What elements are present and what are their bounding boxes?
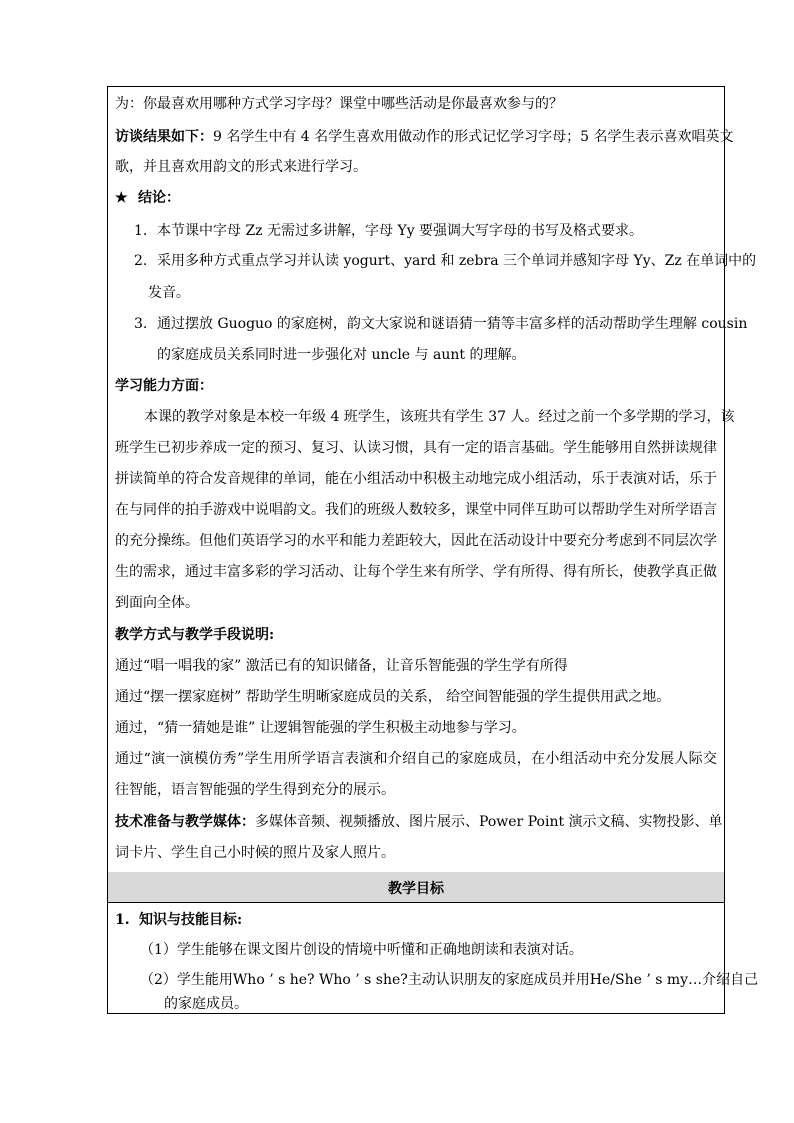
method-line-1: 通过“唱一唱我的家” 激活已有的知识储备，让音乐智能强的学生学有所得: [115, 658, 568, 674]
ability-para-line-4: 在与同伴的拍手游戏中说唱韵文。我们的班级人数较多，课堂中同伴互助可以帮助学生对所学语言: [115, 502, 717, 518]
goal-item-1: （1）学生能够在课文图片创设的情境中听懂和正确地朗读和表演对话。: [140, 942, 583, 958]
item-3-line-2: 的家庭成员关系同时进一步强化对 uncle 与 aunt 的理解。: [157, 347, 526, 363]
ability-para-line-5: 的充分操练。但他们英语学习的水平和能力差距较大，因此在活动设计中要充分考虑到不同层次学: [115, 533, 717, 549]
ability-para-line-2: 班学生已初步养成一定的预习、复习、认读习惯，具有一定的语言基础。学生能够用自然拼读规律: [115, 440, 717, 456]
conclusion-label: 结论：: [138, 190, 180, 206]
method-line-2: 通过“摆一摆家庭树” 帮助学生明晰家庭成员的关系， 给空间智能强的学生提供用武之地。: [115, 689, 671, 705]
method-line-3: 通过，“猜一猜她是谁” 让逻辑智能强的学生积极主动地参与学习。: [115, 720, 526, 736]
tech-media-label: 技术准备与教学媒体：: [115, 814, 255, 830]
goal-item-2-line-2: 的家庭成员。: [164, 996, 248, 1012]
item-3-number: 3.: [134, 316, 148, 332]
tech-media-line-1: [115, 813, 723, 831]
item-2-number: 2.: [134, 253, 148, 269]
item-2-line-1: 采用多种方式重点学习并认读 yogurt、yard 和 zebra 三个单词并感知字母 Yy、Zz 在单词中的: [157, 253, 757, 269]
analysis-cell: [108, 87, 757, 873]
item-1-number: 1.: [134, 223, 148, 239]
ability-para-line-3: 拼读简单的符合发音规律的单词，能在小组活动中积极主动地完成小组活动，乐于表演对话，乐于: [115, 471, 717, 487]
goal-1-number: 1.: [115, 912, 130, 928]
tech-media-line-2: 词卡片、学生自己小时候的照片及家人照片。: [115, 845, 395, 861]
item-3-line-1: 通过摆放 Guoguo 的家庭树，韵文大家说和谜语猜一猜等丰富多样的活动帮助学生理解 cousin: [157, 316, 748, 332]
interview-line-1: [115, 128, 734, 146]
method-line-5: 往智能，语言智能强的学生得到充分的展示。: [115, 782, 395, 798]
question-line: 为：你最喜欢用哪种方式学习字母？课堂中哪些活动是你最喜欢参与的？: [115, 96, 563, 112]
item-2-line-2: 发音。: [148, 285, 190, 301]
interview-text: 9 名学生中有 4 名学生喜欢用做动作的形式记忆学习字母；5 名学生表示喜欢唱英文: [213, 129, 734, 145]
method-line-4: 通过“演一演模仿秀”学生用所学语言表演和介绍自己的家庭成员，在小组活动中充分发展人际交: [115, 751, 717, 767]
item-1-text: 本节课中字母 Zz 无需过多讲解，字母 Yy 要强调大写字母的书写及格式要求。: [157, 223, 644, 239]
goal-1-heading: 知识与技能目标:: [139, 912, 243, 928]
goals-cell: [108, 903, 759, 1014]
interview-label: 访谈结果如下：: [115, 129, 213, 145]
lesson-plan-table: [107, 86, 759, 1014]
interview-line-2: 歌，并且喜欢用韵文的形式来进行学习。: [115, 159, 367, 175]
goal-item-2-line-1: （2）学生能用Who ’ s he? Who ’ s she?主动认识朋友的家庭成员并用He/She ’ s my…介绍自己: [140, 972, 759, 988]
goals-header: 教学目标: [388, 881, 444, 897]
goals-header-row: [108, 872, 724, 903]
ability-para-line-1: 本课的教学对象是本校一年级 4 班学生，该班共有学生 37 人。经过之前一个多学期的学习，该: [144, 409, 735, 425]
learning-ability-heading: 学习能力方面：: [115, 378, 213, 394]
tech-media-text: 多媒体音频、视频播放、图片展示、Power Point 演示文稿、实物投影、单: [255, 814, 723, 830]
ability-para-line-6: 生的需求，通过丰富多彩的学习活动、让每个学生来有所学、学有所得、得有所长，使教学真正做: [115, 564, 717, 580]
ability-para-line-7: 到面向全体。: [115, 595, 199, 611]
teaching-methods-heading: 教学方式与教学手段说明:: [115, 627, 275, 643]
star-icon: ★: [115, 190, 128, 206]
